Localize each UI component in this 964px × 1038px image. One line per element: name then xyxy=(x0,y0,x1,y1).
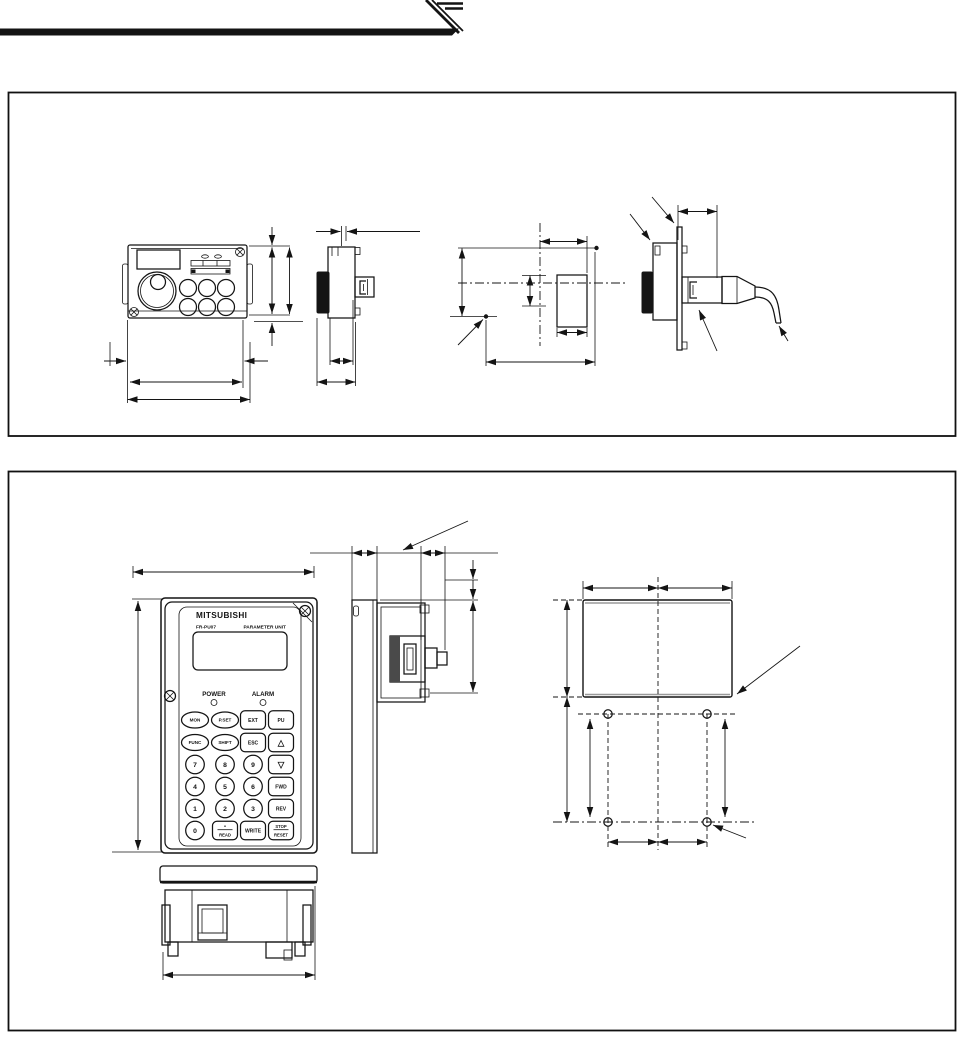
svg-text:9: 9 xyxy=(251,761,255,769)
svg-text:P.SET: P.SET xyxy=(218,717,232,723)
figure-box-outline-drawing-fr-pu07 xyxy=(9,472,956,1031)
svg-text:3: 3 xyxy=(251,805,255,813)
svg-text:▽: ▽ xyxy=(277,759,285,770)
svg-text:READ: READ xyxy=(219,832,231,838)
svg-text:FUNC: FUNC xyxy=(188,740,202,746)
svg-text:△: △ xyxy=(277,737,285,748)
svg-text:STOP: STOP xyxy=(275,824,287,829)
svg-text:4: 4 xyxy=(193,783,197,791)
svg-text:PU: PU xyxy=(277,717,285,724)
svg-text:6: 6 xyxy=(251,783,255,791)
svg-text:REV: REV xyxy=(275,806,287,813)
svg-text:FWD: FWD xyxy=(275,784,287,791)
svg-text:7: 7 xyxy=(193,761,197,769)
svg-text:SHIFT: SHIFT xyxy=(218,740,232,746)
svg-text:WRITE: WRITE xyxy=(244,828,262,835)
svg-text:RESET: RESET xyxy=(274,832,288,838)
svg-text:1: 1 xyxy=(193,805,197,813)
svg-text:MON: MON xyxy=(189,717,201,723)
model-label: FR-PU07 xyxy=(196,625,216,631)
figure-box-outline-drawing-operation-panel xyxy=(9,93,956,437)
dial-knob-side xyxy=(317,272,330,314)
power-led-label: POWER xyxy=(202,691,226,698)
svg-text:EXT: EXT xyxy=(248,717,258,724)
header-stripe xyxy=(0,0,463,36)
svg-text:0: 0 xyxy=(193,827,197,835)
type-label: PARAMETER UNIT xyxy=(243,625,286,631)
dial-knob-side xyxy=(642,272,654,314)
svg-text:ESC: ESC xyxy=(247,740,259,747)
brand-logo: MITSUBISHI xyxy=(196,611,248,620)
svg-text:8: 8 xyxy=(223,761,227,769)
svg-text:2: 2 xyxy=(223,805,227,813)
alarm-led-label: ALARM xyxy=(251,691,275,698)
svg-text:•: • xyxy=(224,824,226,830)
svg-text:5: 5 xyxy=(223,783,227,791)
